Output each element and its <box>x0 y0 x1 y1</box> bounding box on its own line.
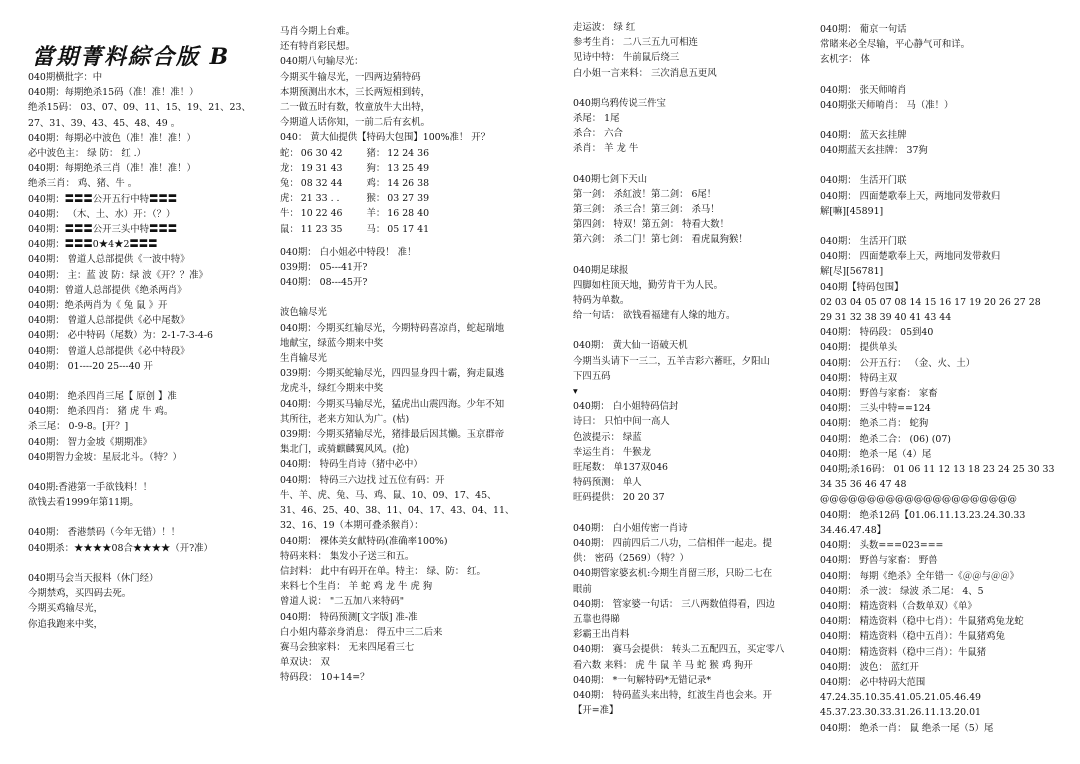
zodiac-cell: 12 24 36 <box>387 147 430 159</box>
text-line: 040期：〓〓〓0★4★2〓〓〓 <box>28 239 158 251</box>
text-line: 02 03 04 05 07 08 14 15 16 17 19 20 26 27 28 <box>820 296 1041 308</box>
text-line: 040期【特码包围】 <box>820 281 904 293</box>
text-line: 来料七个生肖： 羊 蛇 鸡 龙 牛 虎 狗 <box>280 581 433 593</box>
text-line: 040期：今期买马输尽光，猛虎出山震四海。少年不知 <box>280 398 505 410</box>
text-line: 五靠也得睇 <box>573 613 620 625</box>
text-line: 马肖今期上台难。 <box>280 26 356 37</box>
text-line: 040期： 特码蓝头来出特，红波生肖也会来。开 <box>573 689 773 701</box>
text-line: 040期： *一句解特码*无错记录* <box>573 674 712 686</box>
text-line: 见诗中特： 牛前鼠后绕三 <box>573 52 680 64</box>
text-line: 解[嘛][45891] <box>820 205 884 217</box>
text-line: 040期横批字：中 <box>28 72 103 83</box>
text-line: 下四五码 <box>573 370 611 382</box>
text-line: 040期： 野兽与家畜： 野兽 <box>820 555 938 567</box>
text-line: 曾道人说： "二五加八来特码" <box>280 596 405 608</box>
text-line: 040期： 绝杀二肖： 蛇狗 <box>820 418 929 430</box>
text-line: 040期： 三头中特==124 <box>820 403 931 415</box>
text-line: 040期： 必中特码大范围 <box>820 676 926 688</box>
text-line: 040期:香港第一手欲钱料！！ <box>28 482 153 494</box>
text-line: 040期： 张天师唷肖 <box>820 84 907 96</box>
text-line: 040期智力金坡：星辰北斗。（特？） <box>28 451 182 463</box>
text-line: 040期： 智力金坡《期期准》 <box>28 436 153 448</box>
zodiac-cell: 06 30 42 <box>300 147 343 159</box>
text-line: 040期管家婆玄机:今期生肖留三形，只盼二七在 <box>573 568 773 580</box>
zodiac-cell: 羊： <box>366 208 386 220</box>
text-line: 今期道人话你知，一前二后有玄机。 <box>280 117 431 129</box>
text-line: 040期：每期绝杀三肖（准！准！准！） <box>28 163 196 175</box>
zodiac-cell: 鼠： <box>280 223 299 235</box>
text-line: 040期： 公开五行： （金、火、土） <box>820 357 976 369</box>
zodiac-cell: 鸡： <box>366 178 386 190</box>
text-line: 必中波色主： 绿 防： 红 .） <box>28 148 147 160</box>
text-line: 29 31 32 38 39 40 41 43 44 <box>820 312 952 324</box>
text-line: 特码来料： 集发小子送三和五。 <box>280 550 415 562</box>
text-line: 你追我跑来中奖， <box>28 618 104 630</box>
text-line: 今期禁鸡，买四码去死。 <box>28 588 132 600</box>
spacer <box>573 506 813 521</box>
zodiac-cell: 兔： <box>280 178 299 190</box>
spacer <box>820 113 1070 128</box>
text-line: 040期杀：★★★★08合★★★★（开?准） <box>28 542 213 554</box>
text-line: 给一句话： 欲钱看福建有人缘的地方。 <box>573 310 736 322</box>
text-line: 32、16、19（本期可叠杀猴肖）： <box>280 520 424 532</box>
text-line: 040期： 绝杀四肖： 猪 虎 牛 鸡。 <box>28 406 174 418</box>
text-line: 牛、羊、虎、兔、马、鸡、鼠、10、09、17、45、 <box>280 489 497 501</box>
text-line: 040期： 绝杀二合： (06) (07) <box>820 433 951 445</box>
text-line: 040期：〓〓〓公开五行中特〓〓〓 <box>28 193 178 205</box>
text-line: 040期： 每期《绝杀》全年错一《＠＠与＠＠》 <box>820 570 1020 582</box>
text-line: 040期： 主：蓝 波 防：绿 波《开？？准》 <box>28 269 208 281</box>
zodiac-cell: 08 32 44 <box>300 178 343 190</box>
text-line: 040期： 野兽与家畜： 家畜 <box>820 388 938 400</box>
text-line: 040期： 特码段： 05到40 <box>820 327 934 339</box>
zodiac-row <box>280 176 431 191</box>
text-line: 040期乌鸦传说三件宝 <box>573 97 666 109</box>
text-line: 单双诀： 双 <box>280 657 330 669</box>
column-2 <box>280 24 555 686</box>
text-line: 040期： 杀一波： 绿波 杀二尾： 4、5 <box>820 585 984 597</box>
text-line: 040期： 必中特码（尾数）为：2-1-7-3-4-6 <box>28 330 214 342</box>
text-line: 特码段： 10+14=？ <box>280 672 370 684</box>
text-line: 040期：今期买红输尽光，今期特码喜凉肖，蛇起瑞地 <box>280 322 505 334</box>
text-line: 常睹来必全尽输，平心静气可和详。 <box>820 39 971 51</box>
text-line: 040期张天师唷肖： 马（准！） <box>820 99 954 111</box>
zodiac-row <box>280 146 431 161</box>
text-line: 040期： 葡京一句话 <box>820 24 907 35</box>
text-line: 040期： 黄大仙一语破天机 <box>573 340 688 352</box>
zodiac-cell: 10 22 46 <box>300 208 343 220</box>
zodiac-cell: 狗： <box>366 162 386 174</box>
spacer <box>573 248 813 263</box>
text-line: 旺码提供： 20 20 37 <box>573 492 665 504</box>
text-line: 杀三尾： 0-9-8。[开？] <box>28 421 129 433</box>
text-line: 特码为单数。 <box>573 295 630 307</box>
text-line: 四脚如柱顶天地，勤劳肯干为人民。 <box>573 279 724 291</box>
page-title: 當期菁料綜合版 B <box>32 44 231 70</box>
text-line: 旺尾数： 单137双046 <box>573 462 669 474</box>
spacer <box>573 323 813 338</box>
text-line: 眼前 <box>573 583 592 595</box>
text-line: 第六剑： 杀二门！第七剑： 看虎鼠狗猴！ <box>573 234 748 246</box>
text-line: 040期： 绝杀一尾（4）尾 <box>820 448 932 460</box>
text-line: 040期： 精选资料（稳中五肖）：牛鼠猪鸡兔 <box>820 631 1005 643</box>
text-line: 信封料： 此中有码开在单。特主： 绿、防： 红。 <box>280 565 486 577</box>
text-line: 040期： 四面楚歌奉上天，两地同发带救归 <box>820 251 1001 263</box>
text-line: 地献宝，绿蓝今期来中奖 <box>280 337 384 349</box>
text-line: 040期： 精选资料（稳中三肖）：牛鼠猪 <box>820 646 987 658</box>
text-line: 040期：每期必中波色（准！准！准！） <box>28 132 196 144</box>
text-line: 第四剑： 特双！第五剑： 特看大数！ <box>573 219 729 231</box>
text-line: 040期： 精选资料（稳中七肖）：牛鼠猪鸡兔龙蛇 <box>820 616 1024 628</box>
text-line: @@@@@@@@@@@@@@@@@@@@@ <box>820 494 1017 506</box>
text-line: 今期当头请下一三二，五羊吉彩六蓄旺，夕阳山 <box>573 355 770 367</box>
text-line: 波色输尽光 <box>280 307 327 319</box>
text-line: 040期： 特码主双 <box>820 372 898 384</box>
zodiac-cell: 11 23 35 <box>300 223 343 235</box>
spacer <box>573 81 813 96</box>
text-line: 特码预测： 单人 <box>573 477 642 489</box>
text-line: 040期： 白小姐必中特段！ 准！ <box>280 246 417 258</box>
text-line: 杀尾： 1尾 <box>573 113 620 125</box>
text-line: 040期：绝杀两肖为《 兔 鼠 》开 <box>28 300 168 312</box>
zodiac-cell: 虎： <box>280 193 299 205</box>
zodiac-cell: 牛： <box>280 208 299 220</box>
text-line: 二一做五时有数，牧童放牛大出特， <box>280 102 431 114</box>
text-line: 040期： 管家婆一句话： 三八两数值得看，四边 <box>573 598 775 610</box>
text-line: 龙虎斗，绿红今期来中奖 <box>280 383 384 395</box>
text-line: 040期： 特码生肖诗（猪中必中） <box>280 459 423 471</box>
text-line: 绝杀15码： 03、07、09、11、15、19、21、23、 <box>28 102 251 114</box>
column-1 <box>28 70 263 632</box>
text-line: 040期： 香港禁码（今年无错）！！ <box>28 527 181 539</box>
zodiac-cell: 14 26 38 <box>387 178 430 190</box>
column-2-bottom <box>280 245 555 686</box>
text-line: 第一剑： 杀紅波！第二剑： 6尾！ <box>573 188 717 200</box>
text-line: 还有特肖彩民想。 <box>280 41 356 53</box>
text-line: 欲钱去看1999年第11期。 <box>28 497 139 509</box>
text-line: 第三剑： 杀三合！第三剑： 杀马！ <box>573 204 720 216</box>
text-line: 玄机字： 体 <box>820 54 870 66</box>
zodiac-row <box>280 161 431 176</box>
text-line: 绝杀三肖： 鸡、猪、牛 。 <box>28 178 138 190</box>
text-line: 27、31、39、43、45、48、49 。 <box>28 117 181 129</box>
zodiac-table <box>280 146 431 237</box>
text-line: 今期买鸡输尽光， <box>28 603 104 615</box>
text-line: 今期买牛输尽光，一四两边猜特码 <box>280 71 421 83</box>
zodiac-cell: 蛇： <box>280 147 299 159</box>
zodiac-row <box>280 191 431 206</box>
spacer <box>820 158 1070 173</box>
text-line: 040期： 白小姐传密一肖诗 <box>573 522 688 534</box>
zodiac-cell: 05 17 41 <box>387 223 430 235</box>
text-line: 040期： 08---45开? <box>280 277 368 289</box>
text-line: 本期预测出水木，三长两短相到转， <box>280 86 431 98</box>
text-line: 040期： 特码三六边找 过五位有码：开 <box>280 474 445 486</box>
text-line: 040期： （木、土、水）开：（？） <box>28 208 176 220</box>
column-2-top <box>280 24 555 146</box>
text-line: 040期： 特码预测[文字版] 准-准 <box>280 611 418 623</box>
text-line: 色波提示： 绿蓝 <box>573 431 642 443</box>
text-line: 040期： 绝杀四肖三尾【 原创 】准 <box>28 391 177 403</box>
text-line: 040期;杀16码： 01 06 11 12 13 18 23 24 25 30 33 <box>820 464 1055 476</box>
text-line: 其所往，老来方知认为广。(枯) <box>280 413 410 425</box>
text-line: 彩霸王出肖料 <box>573 629 630 641</box>
text-line: 040期： 赛马会提供： 转头二五配四五，买定零八 <box>573 644 785 656</box>
text-line: 040期足球报 <box>573 264 629 276</box>
zodiac-cell: 龙： <box>280 162 299 174</box>
text-line: 47.24.35.10.35.41.05.21.05.46.49 <box>820 692 982 704</box>
text-line: 31、46、25、40、38、11、04、17、43、04、11、 <box>280 505 515 517</box>
text-line: ▾ <box>573 386 578 398</box>
text-line: 040期： 提供单头 <box>820 342 898 354</box>
text-line: 040期： 生活开门联 <box>820 236 907 248</box>
text-line: 040期马会当天报料（休门经） <box>28 572 159 584</box>
zodiac-cell: 马： <box>366 223 386 235</box>
text-line: 040期： 波色： 蓝红开 <box>820 661 919 673</box>
text-line: 040期： 蓝天玄挂牌 <box>820 130 907 142</box>
text-line: 白小姐一言来料： 三次消息五更风 <box>573 67 717 79</box>
text-line: 杀合： 六合 <box>573 128 623 140</box>
text-line: 040期： 生活开门联 <box>820 175 907 187</box>
text-line: 040期：〓〓〓公开三头中特〓〓〓 <box>28 224 178 236</box>
text-line: 040期： 绝杀一肖： 鼠 绝杀一尾（5）尾 <box>820 722 994 734</box>
text-line: 040期七剑下天山 <box>573 173 648 185</box>
zodiac-cell: 16 28 40 <box>387 208 430 220</box>
spacer <box>573 157 813 172</box>
zodiac-cell: 03 27 39 <box>387 193 430 205</box>
column-4 <box>820 22 1070 736</box>
text-line: 040期： 曾道人总部提供《必中尾数》 <box>28 315 190 327</box>
text-line: 039期： 05---41开? <box>280 262 368 274</box>
spacer <box>28 374 263 389</box>
spacer <box>820 68 1070 83</box>
spacer <box>28 510 263 525</box>
text-line: 参考生肖： 二八三五九可相连 <box>573 37 698 49</box>
text-line: 【开=准】 <box>573 705 619 717</box>
spacer <box>820 219 1070 234</box>
text-line: 040期： 精选资料（合数单双）《单》 <box>820 600 977 612</box>
text-line: 040期： 四面楚歌奉上天，两地同发带救归 <box>820 190 1001 202</box>
text-line: 34.46.47.48】 <box>820 524 887 536</box>
text-line: 走运波： 绿 红 <box>573 22 636 33</box>
text-line: 诗曰： 只怕中间一高人 <box>573 416 670 428</box>
text-line: 生肖输尽光 <box>280 353 327 365</box>
text-line: 040期： 四前四后二八功，二信相伴一起走。提 <box>573 537 773 549</box>
spacer <box>28 556 263 571</box>
text-line: 040期： 头数===023=== <box>820 540 944 552</box>
zodiac-cell: 13 25 49 <box>387 162 430 174</box>
zodiac-cell: 猴： <box>366 193 386 205</box>
zodiac-cell: 猪： <box>366 147 386 159</box>
text-line: 集北门，或骑麒麟翼风风。(抢) <box>280 444 410 456</box>
zodiac-row <box>280 222 431 237</box>
text-line: 看六数 来料： 虎 牛 鼠 羊 马 蛇 猴 鸡 狗开 <box>573 659 753 671</box>
zodiac-row <box>280 206 431 221</box>
text-line: 040： 黄大仙提供【特码大包围】100%准！ 开？ <box>280 132 491 144</box>
text-line: 45.37.23.30.33.31.26.11.13.20.01 <box>820 707 982 719</box>
text-line: 解[尽][56781] <box>820 266 884 278</box>
zodiac-cell: 19 31 43 <box>300 162 343 174</box>
text-line: 040期： 裸体美女献特码(准确率100%) <box>280 535 448 547</box>
spacer <box>280 290 555 305</box>
column-3 <box>573 20 813 718</box>
text-line: 040期： 曾道人总部提供《一波中特》 <box>28 254 190 266</box>
text-line: 040期蓝天玄挂牌： 37狗 <box>820 145 928 157</box>
text-line: 杀肖： 羊 龙 牛 <box>573 143 639 155</box>
spacer <box>28 465 263 480</box>
text-line: 040期：曾道人总部提供《绝杀两肖》 <box>28 284 187 296</box>
text-line: 040期： 曾道人总部提供《必中特段》 <box>28 345 190 357</box>
text-line: 34 35 36 46 47 48 <box>820 479 907 491</box>
text-line: 040期： 01----20 25---40 开 <box>28 360 153 372</box>
text-line: 白小姐内幕亲身消息： 得五中三二后来 <box>280 626 443 638</box>
text-line: 040期：每期绝杀15码（准！准！准！） <box>28 87 199 99</box>
text-line: 039期：今期买猪输尽光，猪排最后因其懒。玉京群帝 <box>280 429 505 441</box>
text-line: 赛马会独家料： 无来四尾看三七 <box>280 641 415 653</box>
text-line: 供： 密码（2569）（特？） <box>573 553 689 565</box>
text-line: 040期： 绝杀12码【01.06.11.13.23.24.30.33 <box>820 509 1026 521</box>
text-line: 幸运生肖： 牛猴龙 <box>573 446 651 458</box>
zodiac-cell: 21 33 . . <box>300 193 340 205</box>
text-line: 040期： 白小姐特码信封 <box>573 401 679 413</box>
text-line: 040期八句输尽光： <box>280 56 364 68</box>
text-line: 039期：今期买蛇输尽光，四四显身四十霸，狗走鼠逃 <box>280 368 505 380</box>
